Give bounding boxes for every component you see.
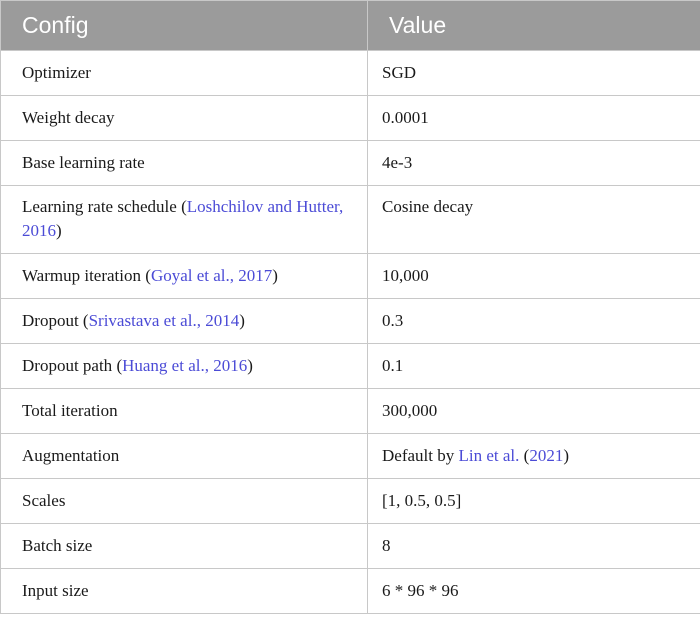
value-label: 8 — [382, 536, 391, 555]
config-label: Batch size — [22, 536, 93, 555]
table-row — [1, 299, 700, 344]
table-row — [1, 524, 700, 569]
header-config: Config — [1, 1, 368, 51]
value-cell — [368, 479, 700, 524]
config-cell — [1, 96, 368, 141]
header-row — [1, 1, 700, 51]
table-row — [1, 434, 700, 479]
value-cell — [368, 344, 700, 389]
value-cell — [368, 389, 700, 434]
config-label: Dropout path — [22, 356, 113, 375]
config-label: Optimizer — [22, 63, 91, 82]
table-row — [1, 344, 700, 389]
table-row — [1, 51, 700, 96]
value-label: 0.0001 — [382, 108, 429, 127]
table-row — [1, 569, 700, 614]
config-cell — [1, 51, 368, 96]
value-label: 6 * 96 * 96 — [382, 581, 459, 600]
value-label: 0.3 — [382, 311, 404, 330]
config-label: Augmentation — [22, 446, 120, 465]
value-cell — [368, 96, 700, 141]
citation-link[interactable]: Srivastava et al., 2014 — [88, 311, 240, 330]
table-row — [1, 186, 700, 254]
value-label: 300,000 — [382, 401, 438, 420]
citation-link[interactable]: Loshchilov and Hutter, 2016 — [22, 197, 344, 240]
config-cell — [1, 434, 368, 479]
table-row — [1, 254, 700, 299]
value-label: Cosine decay — [382, 197, 474, 216]
config-cell — [1, 141, 368, 186]
value-cell: Default by Lin et al. (2021) — [368, 434, 700, 479]
citation-link[interactable]: Goyal et al., 2017 — [150, 266, 273, 285]
config-cell: Dropout (Srivastava et al., 2014) — [1, 299, 368, 344]
config-cell: Warmup iteration (Goyal et al., 2017) — [1, 254, 368, 299]
value-label: [1, 0.5, 0.5] — [382, 491, 462, 510]
table-row — [1, 389, 700, 434]
table-row — [1, 141, 700, 186]
value-label: Default by — [382, 446, 455, 465]
citation-link[interactable]: Huang et al., 2016 — [122, 356, 248, 375]
value-cell — [368, 254, 700, 299]
config-label: Weight decay — [22, 108, 115, 127]
header-value: Value — [368, 1, 700, 51]
config-cell — [1, 479, 368, 524]
value-cell — [368, 141, 700, 186]
table-row — [1, 96, 700, 141]
value-label: 4e-3 — [382, 153, 413, 172]
value-cell — [368, 186, 700, 254]
value-label: 0.1 — [382, 356, 404, 375]
config-cell: Dropout path (Huang et al., 2016) — [1, 344, 368, 389]
table-row — [1, 479, 700, 524]
value-cell — [368, 569, 700, 614]
value-cell — [368, 524, 700, 569]
citation-year-link[interactable]: 2021 — [529, 446, 564, 465]
config-label: Scales — [22, 491, 66, 510]
config-label: Dropout — [22, 311, 79, 330]
config-label: Learning rate schedule — [22, 197, 177, 216]
citation-link[interactable]: Lin et al. — [458, 446, 520, 465]
config-cell — [1, 524, 368, 569]
config-label: Input size — [22, 581, 89, 600]
value-cell — [368, 51, 700, 96]
value-cell — [368, 299, 700, 344]
value-label: 10,000 — [382, 266, 429, 285]
config-cell — [1, 569, 368, 614]
config-cell — [1, 389, 368, 434]
config-label: Warmup iteration — [22, 266, 142, 285]
config-label: Total iteration — [22, 401, 118, 420]
config-cell: Learning rate schedule (Loshchilov and Hutter, 2016) — [1, 186, 368, 254]
value-label: SGD — [382, 63, 417, 82]
config-label: Base learning rate — [22, 153, 145, 172]
